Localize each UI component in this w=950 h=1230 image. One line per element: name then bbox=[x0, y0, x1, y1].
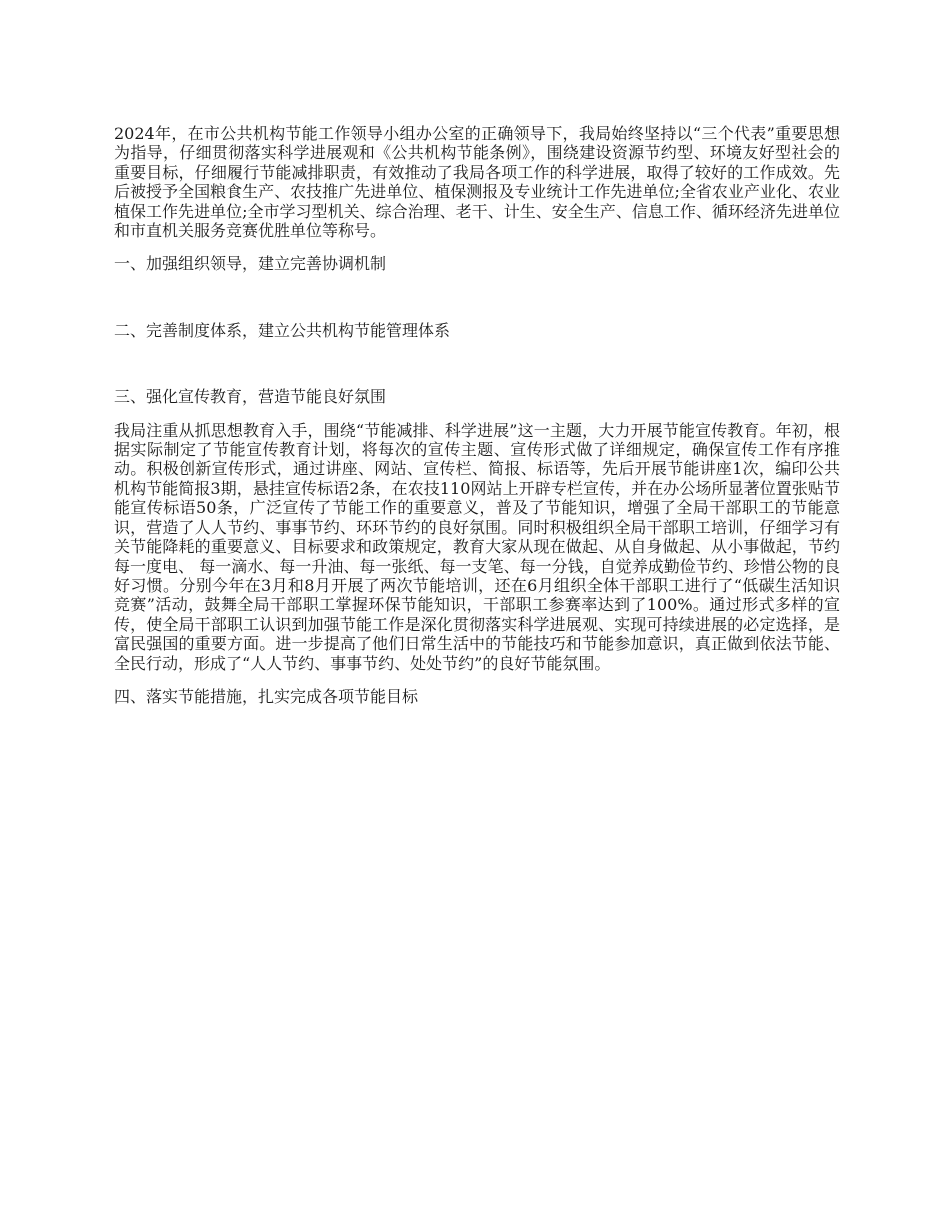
section-heading-4: 四、落实节能措施，扎实完成各项节能目标 bbox=[114, 686, 419, 706]
section-heading-1: 一、加强组织领导，建立完善协调机制 bbox=[114, 254, 387, 274]
section-heading-3: 三、强化宣传教育，营造节能良好氛围 bbox=[114, 387, 387, 407]
intro-paragraph: 2024年，在市公共机构节能工作领导小组办公室的正确领导下，我局始终坚持以“三个代表”重要思想为指导，仔细贯彻落实科学进展观和《公共机构节能条例》，围绕建设资源节约型、环境友好型社会的重要目标，仔细履行节能减排职责，有效推动了我局各项工作的科学进展，取得了较好的工作成效。先后被授予全国粮食生产、农技推广先进单位、植保测报及专业统计工作先进单位;全省农业产业化、农业植保工作先进单位;全市学习型机关、综合治理、老干、计生、安全生产、信息工作、循环经济先进单位和市直机关服务竞赛优胜单位等称号。 bbox=[114, 124, 840, 241]
document-page bbox=[114, 124, 840, 706]
section-3-paragraph: 我局注重从抓思想教育入手，围绕“节能减排、科学进展”这一主题，大力开展节能宣传教育。年初，根据实际制定了节能宣传教育计划，将每次的宣传主题、宣传形式做了详细规定，确保宣传工作有序推动。积极创新宣传形式，通过讲座、网站、宣传栏、简报、标语等，先后开展节能讲座1次，编印公共机构节能简报3期，悬挂宣传标语2条，在农技110网站上开辟专栏宣传，并在办公场所显著位置张贴节能宣传标语50条，广泛宣传了节能工作的重要意义，普及了节能知识，增强了全局干部职工的节能意识，营造了人人节约、事事节约、环环节约的良好氛围。同时积极组织全局干部职工培训，仔细学习有关节能降耗的重要意义、目标要求和政策规定，教育大家从现在做起、从自身做起、从小事做起，节约每一度电、 每一滴水、每一升油、每一张纸、每一支笔、每一分钱，自觉养成勤俭节约、珍惜公物的良好习惯。分别今年在3月和8月开展了两次节能培训，还在6月组织全体干部职工进行了“低碳生活知识竞赛”活动，鼓舞全局干部职工掌握环保节能知识，干部职工参赛率达到了100%。通过形式多样的宣传，使全局干部职工认识到加强节能工作是深化贯彻落实科学进展观、实现可持续进展的必定选择，是富民强国的重要方面。进一步提高了他们日常生活中的节能技巧和节能参加意识，真正做到依法节能、全民行动，形成了“人人节约、事事节约、处处节约”的良好节能氛围。 bbox=[114, 420, 840, 673]
section-heading-2: 二、完善制度体系，建立公共机构节能管理体系 bbox=[114, 320, 451, 340]
